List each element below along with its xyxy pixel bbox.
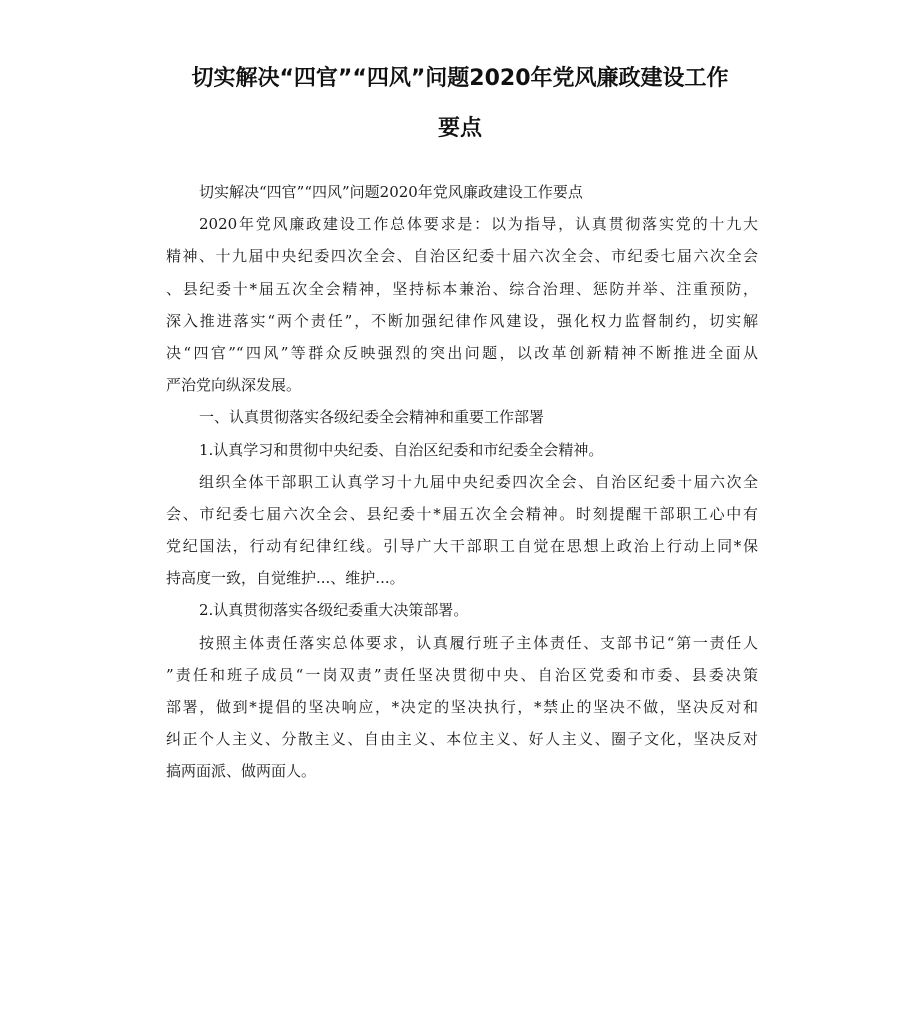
body-text-line: 严治党向纵深发展。 — [166, 376, 302, 395]
document-title-line-1: 切实解决“四官”“四风”问题2020年党风廉政建设工作 — [191, 66, 729, 91]
body-text-line: ”责任和班子成员“一岗双责”责任坚决贯彻中央、自治区党委和市委、县委决策 — [166, 665, 758, 684]
body-text-line: 切实解决“四官”“四风”问题2020年党风廉政建设工作要点 — [199, 183, 583, 201]
document-body — [166, 176, 758, 788]
body-text-line: 纠正个人主义、分散主义、自由主义、本位主义、好人主义、圈子文化，坚决反对 — [166, 730, 758, 749]
body-text-line: 会、市纪委七届六次全会、县纪委十*届五次全会精神。时刻提醒干部职工心中有 — [166, 504, 758, 523]
body-text-line: 持高度一致，自觉维护...、维护...。 — [166, 569, 405, 588]
body-text-line: 党纪国法，行动有纪律红线。引导广大干部职工自觉在思想上政治上行动上同*保 — [166, 537, 758, 556]
body-text-line: 决“四官”“四风”等群众反映强烈的突出问题，以改革创新精神不断推进全面从 — [166, 343, 758, 362]
body-text-line: 部署，做到*提倡的坚决响应，*决定的坚决执行，*禁止的坚决不做，坚决反对和 — [166, 698, 758, 716]
body-text-line: 组织全体干部职工认真学习十九届中央纪委四次全会、自治区纪委十届六次全 — [199, 472, 758, 491]
document-title-line-2: 要点 — [437, 116, 482, 141]
body-text-line: 精神、十九届中央纪委四次全会、自治区纪委十届六次全会、市纪委七届六次全会 — [166, 247, 758, 266]
body-text-line: 深入推进落实“两个责任”，不断加强纪律作风建设，强化权力监督制约，切实解 — [166, 311, 758, 330]
body-text-line: 一、认真贯彻落实各级纪委全会精神和重要工作部署 — [199, 408, 545, 427]
body-text-line: 按照主体责任落实总体要求，认真履行班子主体责任、支部书记“第一责任人 — [199, 633, 758, 652]
body-text-line: 1.认真学习和贯彻中央纪委、自治区纪委和市纪委全会精神。 — [199, 440, 604, 459]
body-text-line: 搞两面派、做两面人。 — [166, 762, 317, 781]
body-text-line: 、县纪委十*届五次全会精神，坚持标本兼治、综合治理、惩防并举、注重预防， — [166, 279, 758, 298]
body-text-line: 2.认真贯彻落实各级纪委重大决策部署。 — [199, 601, 469, 620]
body-text-line: 2020年党风廉政建设工作总体要求是：以为指导，认真贯彻落实党的十九大 — [199, 215, 758, 234]
